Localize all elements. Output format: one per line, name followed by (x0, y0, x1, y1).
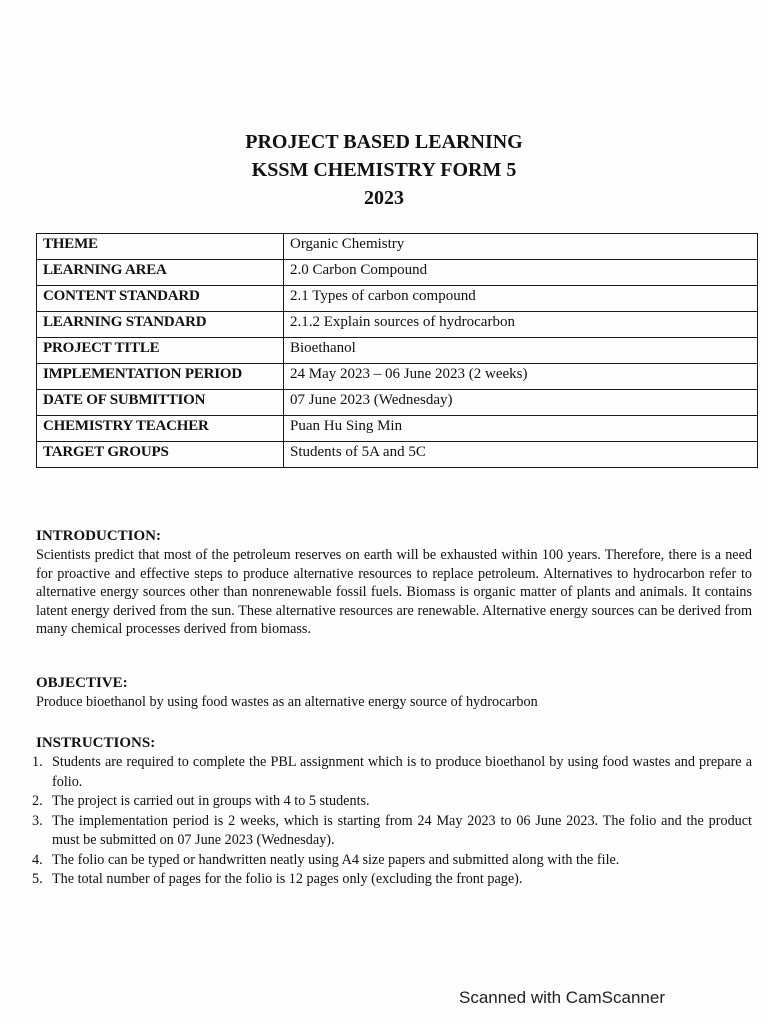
header-year: 2023 (364, 187, 404, 209)
row-value: Organic Chemistry (284, 234, 758, 260)
project-info-table (36, 233, 758, 468)
table-row (37, 364, 758, 390)
row-value: 2.0 Carbon Compound (284, 260, 758, 286)
instructions-heading: INSTRUCTIONS: (36, 735, 156, 751)
list-item (32, 753, 752, 792)
row-value: 2.1.2 Explain sources of hydrocarbon (284, 312, 758, 338)
header-title: PROJECT BASED LEARNING (245, 131, 523, 153)
row-value: Students of 5A and 5C (284, 442, 758, 468)
instructions-section (32, 733, 752, 890)
list-item-number: 3. (32, 812, 43, 829)
instructions-list (32, 753, 752, 890)
table-row (37, 260, 758, 286)
row-label: LEARNING STANDARD (37, 312, 284, 338)
introduction-text: Scientists predict that most of the petroleum reserves on earth will be exhausted within 100 years. Therefore, there is a need for proactive and effective steps to produce alternative resources to replace petroleum. Alternatives to hydrocarbon refer to alternative energy sources other than nonrenewable fossil fuels. Biomass is organic matter of plants and animals. It contains latent energy derived from the sun. These alternative resources are renewable. Alternative energy sources can be derived from many chemical processes derived from biomass. (36, 547, 752, 637)
document-header (0, 128, 768, 212)
table-row (37, 312, 758, 338)
list-item-number: 2. (32, 793, 43, 809)
table-row (37, 390, 758, 416)
list-item-number: 1. (32, 754, 43, 770)
list-item (32, 792, 752, 812)
list-item (32, 851, 752, 871)
list-item-text: The total number of pages for the folio is 12 pages only (excluding the front page). (52, 871, 523, 887)
row-label: PROJECT TITLE (37, 338, 284, 364)
row-label: TARGET GROUPS (37, 442, 284, 468)
row-value: 07 June 2023 (Wednesday) (284, 390, 758, 416)
objective-heading: OBJECTIVE: (36, 675, 128, 691)
row-label: THEME (37, 234, 284, 260)
table-row (37, 416, 758, 442)
row-value: Bioethanol (284, 338, 758, 364)
list-item-text: The implementation period is 2 weeks, which is starting from 24 May 2023 to 06 June 2023. The folio and the product must be submitted on 07 June 2023 (Wednesday). (52, 812, 752, 848)
objective-section (36, 673, 752, 712)
list-item-number: 5. (32, 871, 43, 887)
table-row (37, 442, 758, 468)
table-row (37, 234, 758, 260)
table-row (37, 286, 758, 312)
header-subtitle: KSSM CHEMISTRY FORM 5 (251, 159, 517, 181)
row-label: CHEMISTRY TEACHER (37, 416, 284, 442)
list-item-number: 4. (32, 851, 43, 868)
row-label: CONTENT STANDARD (37, 286, 284, 312)
row-label: LEARNING AREA (37, 260, 284, 286)
list-item-text: Students are required to complete the PBL assignment which is to produce bioethanol by using food wastes and prepare a folio. (52, 754, 752, 790)
row-label: DATE OF SUBMITTION (37, 390, 284, 416)
row-label: IMPLEMENTATION PERIOD (37, 364, 284, 390)
row-value: Puan Hu Sing Min (284, 416, 758, 442)
list-item (32, 812, 752, 851)
row-value: 24 May 2023 – 06 June 2023 (2 weeks) (284, 364, 758, 390)
table-row (37, 338, 758, 364)
list-item-text: The folio can be typed or handwritten neatly using A4 size papers and submitted along with the file. (52, 851, 620, 868)
scanner-watermark: Scanned with CamScanner (459, 988, 666, 1007)
introduction-section (36, 526, 752, 639)
list-item-text: The project is carried out in groups with 4 to 5 students. (52, 793, 370, 809)
row-value: 2.1 Types of carbon compound (284, 286, 758, 312)
list-item (32, 870, 752, 890)
introduction-heading: INTRODUCTION: (36, 528, 162, 544)
objective-text: Produce bioethanol by using food wastes as an alternative energy source of hydrocarbon (36, 694, 538, 710)
